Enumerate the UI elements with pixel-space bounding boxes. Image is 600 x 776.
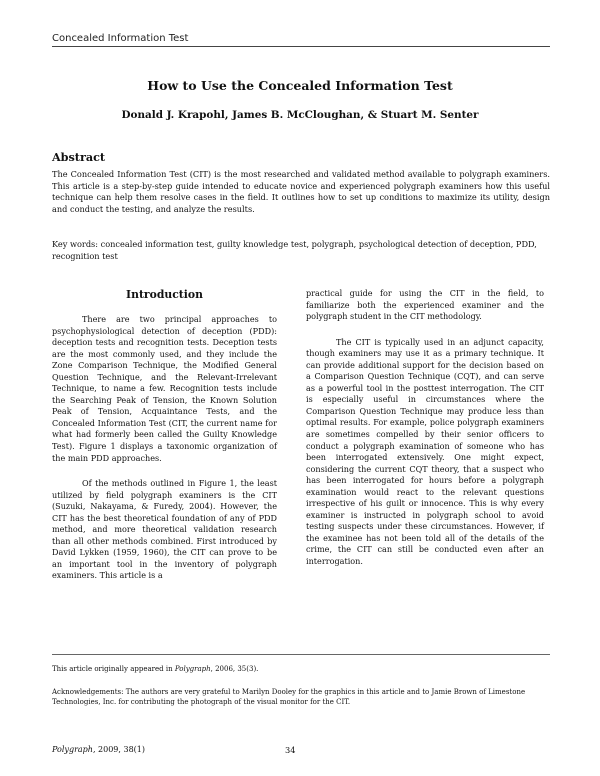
body-paragraph: There are two principal approaches to psychophysiological detection of deception (PDD): deception tests and recognition tests. Deception tests are the most commonly used, and they include the Zone Comparison Technique, the Modified General Question Technique, and the Relevant-Irrelevant Technique, to name a few. Recognition tests include the Searching Peak of Tension, the Known Solution Peak of Tension, Acquaintance Tests, and the Concealed Information Test (CIT, the current name for what had formerly been called the Guilty Knowledge Test). Figure 1 displays a taxonomic organization of the main PDD approaches. [52,314,277,463]
acknowledgements-footnote: Acknowledgements: The authors are very grateful to Marilyn Dooley for the graphics in this article and to Jamie Brown of Limestone Technologies, Inc. for contributing the photograph of the visual monitor for the CIT. [52,688,526,706]
body-paragraph: Of the methods outlined in Figure 1, the least utilized by field polygraph examiners is the CIT (Suzuki, Nakayama, & Furedy, 2004). However, the CIT has the best theoretical foundation of any of PDD method, and more theoretical validation research than all other methods combined. First introduced by David Lykken (1959, 1960), the CIT can prove to be an important tool in the inventory of polygraph examiners. This article is a [52,478,277,581]
header-divider [52,46,550,47]
body-paragraph: The CIT is typically used in an adjunct capacity, though examiners may use it as a primary technique. It can provide additional support for the decision based on a Comparison Question Technique (CQT), and can serve as a powerful tool in the posttest interrogation. The CIT is especially useful in circumstances where the Comparison Question Technique may produce less than optimal results. For example, police polygraph examiners are sometimes compelled by their senior officers to conduct a polygraph examination of someone who has been interrogated extensively. One might expect, considering the current CQT theory, that a suspect who has been interrogated for hours before a polygraph examination would react to the relevant questions irrespective of his guilt or innocence. This is why every examiner is instructed in polygraph school to avoid testing suspects under these circumstances. However, if the examinee has not been told all of the details of the crime, the CIT can still be conducted even after an interrogation. [306,336,544,567]
keywords: Key words: concealed information test, guilty knowledge test, polygraph, psychological detection of deception, PDD, recognition test [52,239,537,261]
journal-citation [52,745,145,754]
journal-name: Polygraph [52,745,93,754]
origin-prefix: This article originally appeared in [52,665,175,673]
left-column [52,288,277,582]
paper-authors: Donald J. Krapohl, James B. McCloughan, & Stuart M. Senter [121,109,479,121]
running-head: Concealed Information Test [52,33,189,44]
journal-volume: , 2009, 38(1) [92,745,145,754]
abstract-text: The Concealed Information Test (CIT) is the most researched and validated method available to polygraph examiners. This article is a step-by-step guide intended to educate novice and experienced polygraph examiners how this useful technique can help them resolve cases in the field. It outlines how to set up conditions to maximize its utility, design and conduct the testing, and analyze the results. [52,169,550,214]
body-paragraph: practical guide for using the CIT in the field, to familiarize both the experienced examiner and the polygraph student in the CIT methodology. [306,288,544,322]
page-number: 34 [285,745,296,755]
origin-footnote [52,664,550,674]
origin-journal: Polygraph [174,665,211,673]
origin-suffix: , 2006, 35(3). [210,665,259,673]
footnote-divider [52,654,550,655]
paper-title: How to Use the Concealed Information Test [147,78,453,93]
introduction-heading: Introduction [126,288,203,301]
abstract-heading: Abstract [52,150,106,164]
right-column [306,288,544,568]
